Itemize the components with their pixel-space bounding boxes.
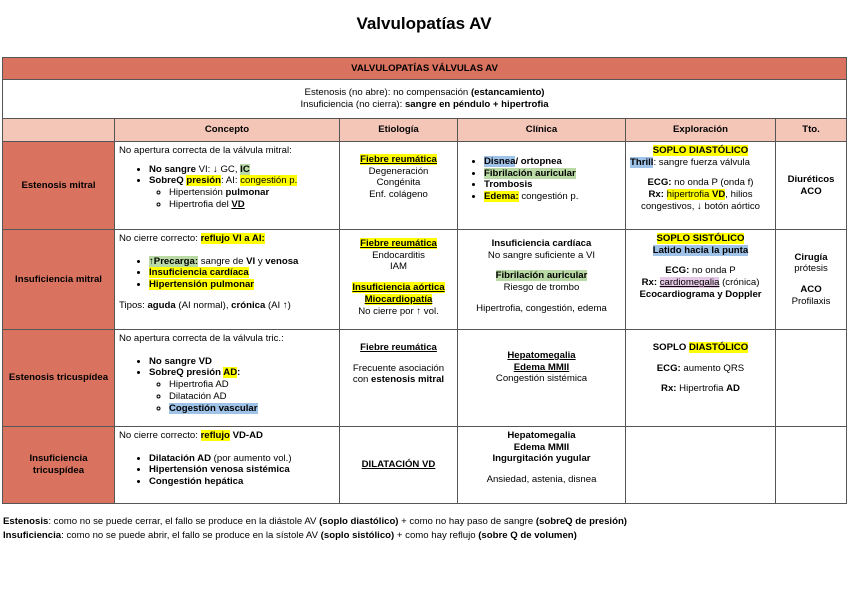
header-empty	[3, 119, 115, 142]
cell-it-concepto: No cierre correcto: reflujo VD-AD • Dilatación AD (por aumento vol.) • Hipertensión venosa sistémica • Congestión hepática	[115, 427, 340, 504]
header-etiologia: Etiología	[340, 119, 458, 142]
table-row-insuficiencia-tricuspidea	[3, 427, 847, 504]
table-banner: VALVULOPATÍAS VÁLVULAS AV	[3, 58, 847, 80]
cell-em-exploracion: SOPLO DIASTÓLICO Thrill: sangre fuerza válvula ECG: no onda P (onda f) Rx: hipertrofia VD, hilios congestivos, ↓ botón aórtico	[626, 142, 776, 230]
cell-im-clinica: Insuficiencia cardíaca No sangre suficiente a VI Fibrilación auricular Riesgo de trombo Hipertrofia, congestión, edema	[458, 230, 626, 330]
intro-line-2: Insuficiencia (no cierra): sangre en péndulo + hipertrofia	[300, 99, 549, 110]
page-title: Valvulopatías AV	[356, 14, 492, 33]
cell-et-tto	[776, 330, 847, 427]
cell-it-exploracion	[626, 427, 776, 504]
cell-im-exploracion: SOPLO SISTÓLICO Latido hacia la punta ECG: no onda P Rx: cardiomegalia (crónica) Ecocardiograma y Doppler	[626, 230, 776, 330]
footer-line-insuficiencia: Insuficiencia: como no se puede abrir, el fallo se produce en la sístole AV (soplo sistólico) + como hay reflujo (sobre Q de volumen)	[3, 529, 577, 541]
cell-im-tto: Cirugía prótesis ACO Profilaxis	[776, 230, 847, 330]
cell-em-tto: Diuréticos ACO	[776, 142, 847, 230]
cell-et-clinica: Hepatomegalia Edema MMII Congestión sistémica	[458, 330, 626, 427]
footer-notes	[3, 515, 627, 543]
cell-em-clinica: • Disnea/ ortopnea • Fibrilación auricular • Trombosis • Edema: congestión p.	[458, 142, 626, 230]
cell-et-etiologia: Fiebre reumática Frecuente asociación con estenosis mitral	[340, 330, 458, 427]
header-clinica: Clínica	[458, 119, 626, 142]
cell-et-concepto: No apertura correcta de la válvula tric.: • No sangre VD • SobreQ presión AD: ◦ Hipertrofia AD ◦ Dilatación AD ◦ Cogestión vascular	[115, 330, 340, 427]
row-label-estenosis-mitral: Estenosis mitral	[3, 142, 115, 230]
header-concepto: Concepto	[115, 119, 340, 142]
header-exploracion: Exploración	[626, 119, 776, 142]
header-row	[3, 119, 847, 142]
row-label-insuficiencia-tricuspidea: Insuficiencia tricuspídea	[3, 427, 115, 504]
table-row-estenosis-mitral	[3, 142, 847, 230]
row-label-estenosis-tricuspidea: Estenosis tricuspídea	[3, 330, 115, 427]
table-row-insuficiencia-mitral	[3, 230, 847, 330]
intro-cell	[3, 80, 847, 119]
cell-it-clinica: Hepatomegalia Edema MMII Ingurgitación yugular Ansiedad, astenia, disnea	[458, 427, 626, 504]
row-label-insuficiencia-mitral: Insuficiencia mitral	[3, 230, 115, 330]
cell-em-etiologia: Fiebre reumática Degeneración Congénita Enf. colágeno	[340, 142, 458, 230]
footer-line-estenosis: Estenosis: como no se puede cerrar, el fallo se produce en la diástole AV (soplo diastólico) + como no hay paso de sangre (sobreQ de presión)	[3, 516, 627, 527]
cell-et-exploracion: SOPLO DIASTÓLICO ECG: aumento QRS Rx: Hipertrofia AD	[626, 330, 776, 427]
table-row-estenosis-tricuspidea	[3, 330, 847, 427]
intro-line-1: Estenosis (no abre): no compensación (estancamiento)	[304, 87, 545, 99]
cell-it-etiologia: DILATACIÓN VD	[340, 427, 458, 504]
cell-im-concepto: No cierre correcto: reflujo VI a AI: • ↑Precarga: sangre de VI y venosa • Insuficiencia cardíaca • Hipertensión pulmonar Tipos: aguda (AI normal), crónica (AI ↑)	[115, 230, 340, 330]
valvulopathy-table	[2, 57, 847, 504]
cell-it-tto	[776, 427, 847, 504]
header-tto: Tto.	[776, 119, 847, 142]
cell-em-concepto: No apertura correcta de la válvula mitral: • No sangre VI: ↓ GC, IC • SobreQ presión: AI: congestión p. ◦ Hipertensión pulmonar ◦ Hipertrofia del VD	[115, 142, 340, 230]
cell-im-etiologia: Fiebre reumática Endocarditis IAM Insuficiencia aórtica Miocardiopatía No cierre por ↑ vol.	[340, 230, 458, 330]
